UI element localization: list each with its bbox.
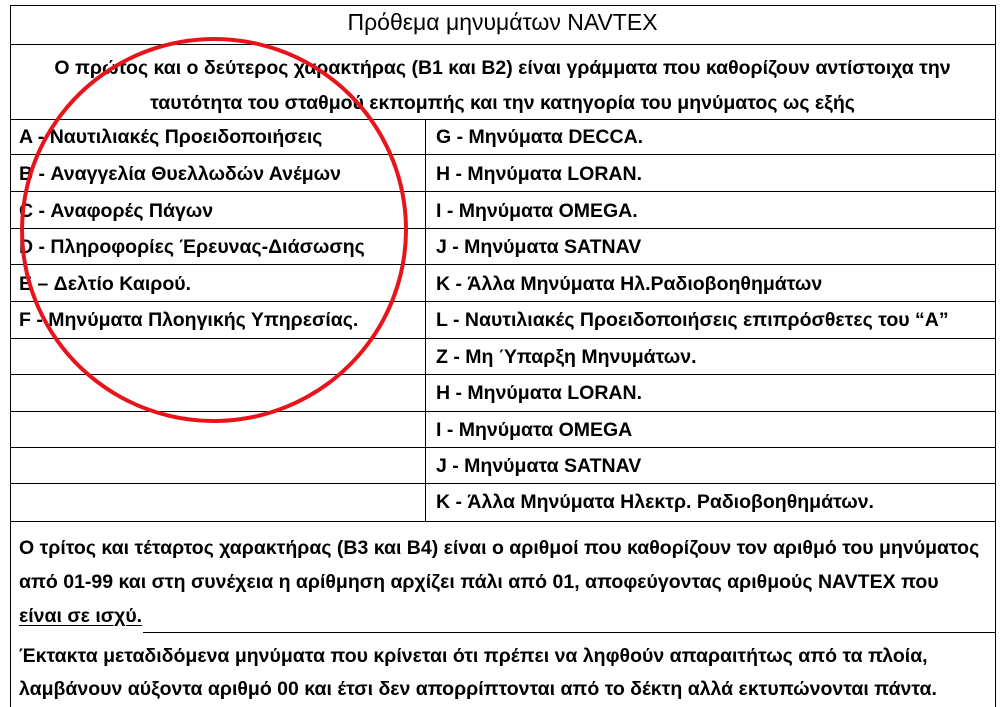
row-divider: [10, 154, 996, 155]
column-divider: [425, 119, 426, 521]
list-item-left: F - Μηνύματα Πλοηγικής Υπηρεσίας.: [19, 309, 359, 331]
list-item-left: A - Ναυτιλιακές Προειδοποιήσεις: [19, 126, 323, 148]
row-divider: [10, 483, 996, 484]
list-item-right: J - Μηνύματα SATNAV: [436, 236, 642, 258]
divider-title: [10, 44, 996, 45]
page-title: Πρόθεμα μηνυμάτων NAVTEX: [347, 9, 658, 35]
divider-intro: [10, 119, 996, 120]
row-divider: [10, 338, 996, 339]
list-item-left: B - Αναγγελία Θυελλωδών Ανέμων: [19, 163, 341, 185]
list-item-left: C - Αναφορές Πάγων: [19, 200, 214, 222]
border-top: [10, 5, 996, 6]
fourth-section-line-2: λαμβάνουν αύξοντα αριθμό 00 και έτσι δεν απορρίπτονται από το δέκτη αλλά εκτυπώνονται πάντα.: [19, 678, 937, 700]
fourth-section-line-1: Έκτακτα μεταδιδόμενα μηνύματα που κρίνεται ότι πρέπει να ληφθούν απαραιτήτως από τα πλοία,: [19, 645, 928, 667]
row-divider: [10, 374, 996, 375]
list-item-right: K - Άλλα Μηνύματα Ηλεκτρ. Ραδιοβοηθημάτων.: [436, 491, 874, 513]
list-item-right: H - Μηνύματα LORAN.: [436, 382, 642, 404]
divider-third-section: [143, 632, 996, 633]
row-divider: [10, 191, 996, 192]
row-divider: [10, 264, 996, 265]
divider-list-end: [10, 521, 996, 522]
row-divider: [10, 228, 996, 229]
list-item-right: K - Άλλα Μηνύματα Ηλ.Ραδιοβοηθημάτων: [436, 273, 823, 295]
list-item-right: H - Μηνύματα LORAN.: [436, 163, 642, 185]
border-right: [995, 5, 996, 707]
third-section-line-3: είναι σε ισχύ.: [19, 605, 143, 627]
row-divider: [10, 301, 996, 302]
list-item-right: I - Μηνύματα OMEGA.: [436, 200, 638, 222]
list-item-right: L - Ναυτιλιακές Προειδοποιήσεις επιπρόσθετες του “A”: [436, 309, 949, 331]
list-item-left: D - Πληροφορίες Έρευνας-Διάσωσης: [19, 236, 365, 258]
list-item-right: Z - Μη Ύπαρξη Μηνυμάτων.: [436, 346, 697, 368]
third-section-line-1: Ο τρίτος και τέταρτος χαρακτήρας (Β3 και Β4) είναι ο αριθμοί που καθορίζουν τον αριθμό του μηνύματος: [19, 537, 980, 559]
list-item-right: J - Μηνύματα SATNAV: [436, 455, 642, 477]
list-item-left: E – Δελτίο Καιρού.: [19, 273, 192, 295]
list-item-right: G - Μηνύματα DECCA.: [436, 126, 644, 148]
row-divider: [10, 447, 996, 448]
intro-line-1: Ο πρώτος και ο δεύτερος χαρακτήρας (Β1 και Β2) είναι γράμματα που καθορίζουν αντίστοιχα την: [54, 57, 951, 79]
third-section-line-2: από 01-99 και στη συνέχεια η αρίθμηση αρχίζει πάλι από 01, αποφεύγοντας αριθμούς NAVTEX που: [19, 571, 939, 593]
row-divider: [10, 411, 996, 412]
list-item-right: I - Μηνύματα OMEGA: [436, 419, 633, 441]
intro-line-2: ταυτότητα του σταθμού εκπομπής και την κατηγορία του μηνύματος ως εξής: [150, 92, 855, 114]
